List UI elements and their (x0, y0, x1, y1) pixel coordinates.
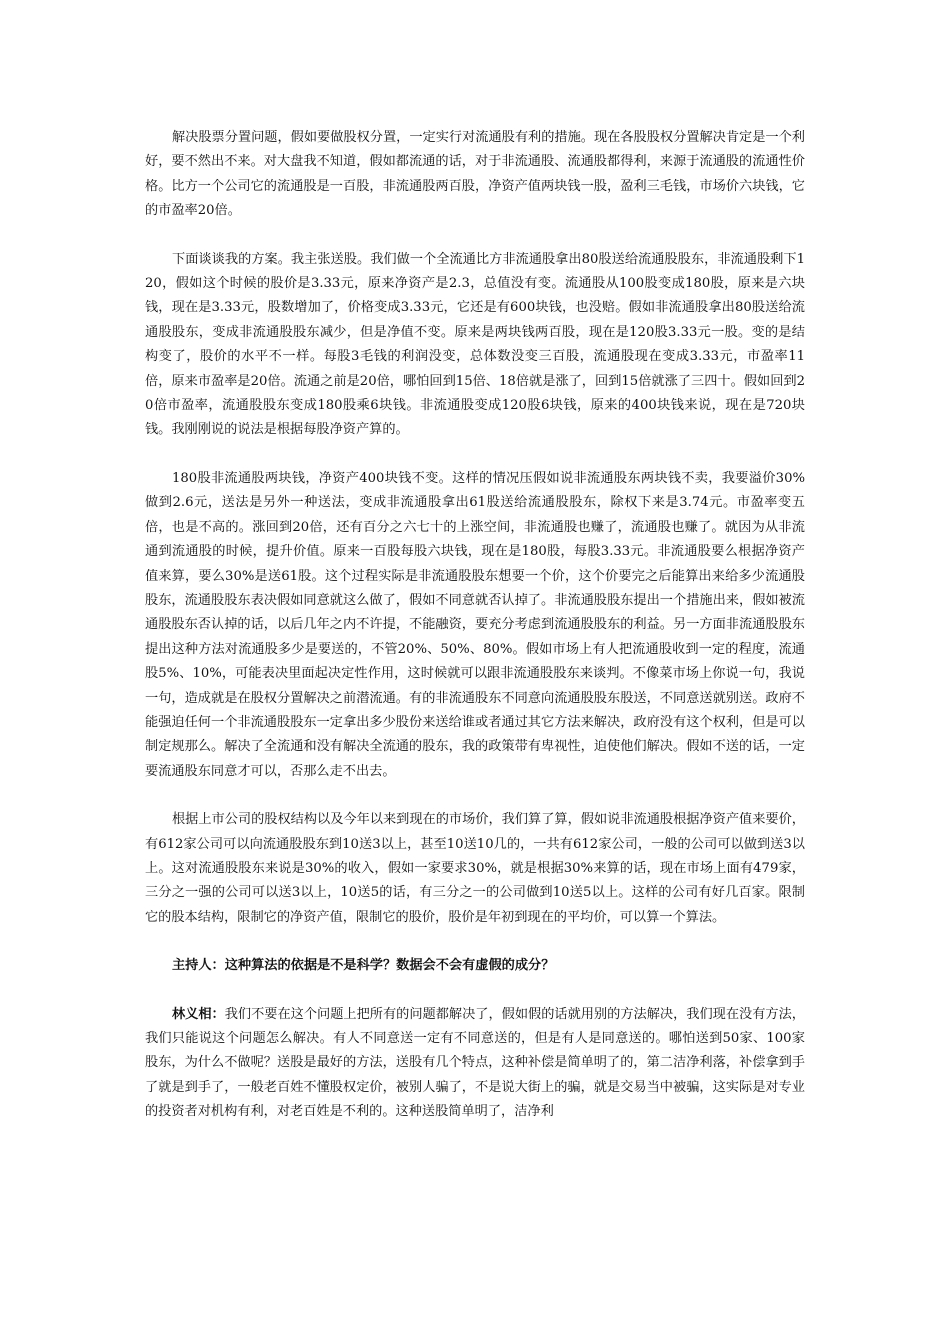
answer-text: 我们不要在这个问题上把所有的问题都解决了，假如假的话就用别的方法解决，我们现在没有方法，我们只能说这个问题怎么解决。有人不同意送一定有不同意送的，但是有人是同意送的。哪怕送到50家、100家股东，为什么不做呢？送股是最好的方法，送股有几个特点，这种补偿是简单明了的，第二洁净利落，补偿拿到手了就是到手了，一般老百姓不懂股权定价，被别人骗了，不是说大街上的骗，就是交易当中被骗，这实际是对专业的投资者对机构有利，对老百姓是不利的。这种送股简单明了，洁净利 (145, 1006, 805, 1120)
speaker-label: 主持人： (172, 958, 225, 974)
paragraph-text: 下面谈谈我的方案。我主张送股。我们做一个全流通比方非流通股拿出80股送给流通股股东，非流通股剩下120，假如这个时候的股价是3.33元，原来净资产是2.3，总值没有变。流通股从100股变成180股，原来是六块钱，现在是3.33元，股数增加了，价格变成3.33元，它还是有600块钱，也没赔。假如非流通股拿出80股送给流通股股东，变成非流通股股东减少，但是净值不变。原来是两块钱两百股，现在是120股3.33元一股。变的是结构变了，股价的水平不一样。每股3毛钱的利润没变，总体数没变三百股，流通股现在变成3.33元，市盈率11倍，原来市盈率是20倍。流通之前是20倍，哪怕回到15倍、18倍就是涨了，回到15倍就涨了三四十。假如回到20倍市盈率，流通股股东变成180股乘6块钱。非流通股变成120股6块钱，原来的400块钱来说，现在是720块钱。我刚刚说的说法是根据每股净资产算的。 (145, 251, 805, 438)
paragraph-2 (145, 248, 805, 443)
document-body (145, 126, 805, 1149)
paragraph-text: 根据上市公司的股权结构以及今年以来到现在的市场价，我们算了算，假如说非流通股根据净资产值来要价，有612家公司可以向流通股股东到10送3以上，甚至10送10几的，一共有612家公司，一般的公司可以做到送3以上。这对流通股股东来说是30%的收入，假如一家要求30%，就是根据30%来算的话，现在市场上面有479家，三分之一强的公司可以送3以上，10送5的话，有三分之一的公司做到10送5以上。这样的公司有好几百家。限制它的股本结构，限制它的净资产值，限制它的股价，股价是年初到现在的平均价，可以算一个算法。 (145, 812, 805, 925)
paragraph-1 (145, 126, 805, 224)
speaker-label: 林义相： (172, 1006, 225, 1022)
paragraph-text: 180股非流通股两块钱，净资产400块钱不变。这样的情况压假如说非流通股东两块钱不卖，我要溢价30%做到2.6元，送法是另外一种送法，变成非流通股拿出61股送给流通股股东，除权下来是3.74元。市盈率变五倍，也是不高的。涨回到20倍，还有百分之六七十的上涨空间，非流通股也赚了，流通股也赚了。就因为从非流通到流通股的时候，提升价值。原来一百股每股六块钱，现在是180股，每股3.33元。非流通股要么根据净资产值来算，要么30%是送61股。这个过程实际是非流通股股东想要一个价，这个价要完之后能算出来给多少流通股股东，流通股股东表决假如同意就这么做了，假如不同意就否认掉了。非流通股股东提出一个措施出来，假如被流通股股东否认掉的话，以后几年之内不许提，不能融资，要充分考虑到流通股股东的利益。另一方面非流通股股东提出这种方法对流通股多少是要送的，不管20%、50%、80%。假如市场上有人把流通股收到一定的程度，流通股5%、10%，可能表决里面起决定性作用，这时候就可以跟非流通股股东来谈判。不像菜市场上你说一句，我说一句，造成就是在股权分置解决之前潜流通。有的非流通股东不同意向流通股股东股送，不同意送就别送。政府不能强迫任何一个非流通股股东一定拿出多少股份来送给谁或者通过其它方法来解决，政府没有这个权利，但是可以制定规那么。解决了全流通和没有解决全流通的股东，我的政策带有卑视性，迫使他们解决。假如不送的话，一定要流通股东同意才可以，否那么走不出去。 (145, 470, 805, 779)
host-question (145, 954, 805, 978)
paragraph-4 (145, 808, 805, 930)
paragraph-3 (145, 467, 805, 784)
answer-paragraph (145, 1003, 805, 1125)
question-text: 这种算法的依据是不是科学？数据会不会有虚假的成分？ (224, 958, 555, 974)
paragraph-text: 解决股票分置问题，假如要做股权分置，一定实行对流通股有利的措施。现在各股股权分置解决肯定是一个利好，要不然出不来。对大盘我不知道，假如都流通的话，对于非流通股、流通股都得利，来源于流通股的流通性价格。比方一个公司它的流通股是一百股，非流通股两百股，净资产值两块钱一股，盈利三毛钱，市场价六块钱，它的市盈率20倍。 (145, 130, 805, 219)
